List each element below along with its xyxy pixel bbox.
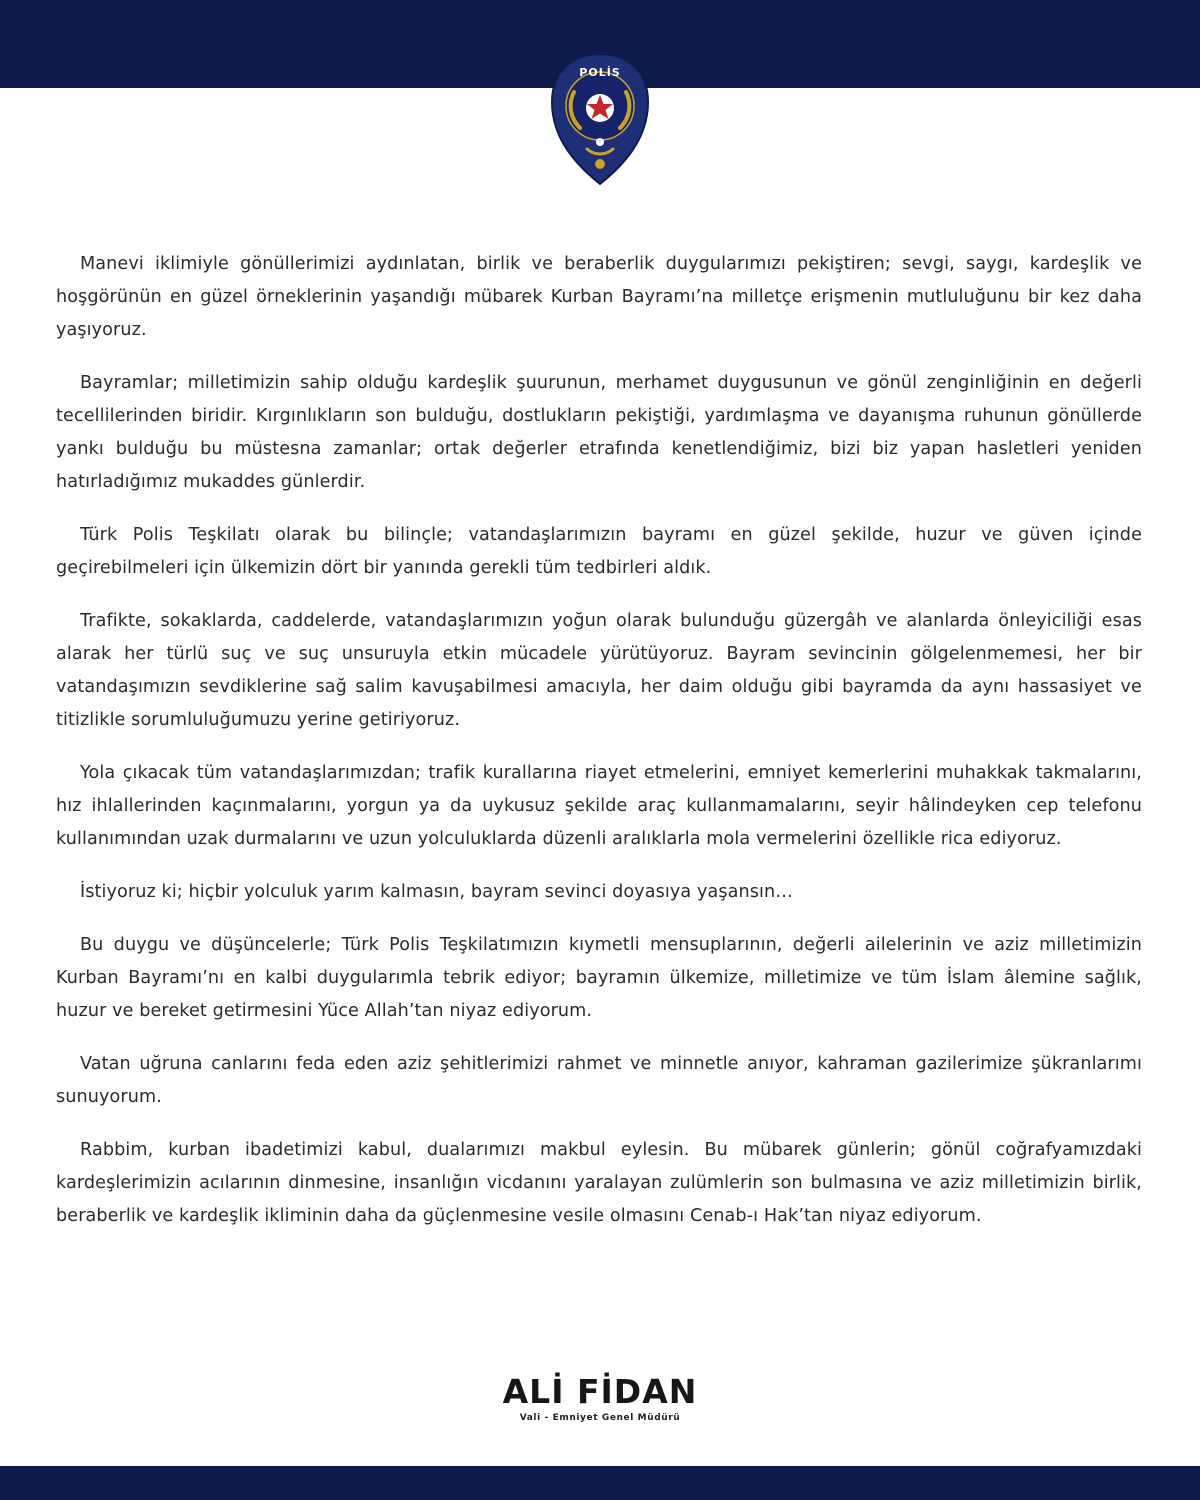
message-paragraph: Bu duygu ve düşüncelerle; Türk Polis Teşkilatımızın kıymetli mensuplarının, değerli ailelerinin ve aziz milletimizin Kurban Bayramı’nı en kalbi duygularımla tebrik ediyor; bayramın ülkemize, milletimize ve tüm İslam âlemine sağlık, huzur ve bereket getirmesini Yüce Allah’tan niyaz ediyorum. bbox=[56, 935, 1142, 1021]
message-body bbox=[56, 248, 1142, 1253]
police-badge-icon bbox=[548, 52, 652, 186]
signature-block bbox=[380, 1372, 820, 1424]
message-paragraph: Rabbim, kurban ibadetimizi kabul, dualarımızı makbul eylesin. Bu mübarek günlerin; gönül coğrafyamızdaki kardeşlerimizin acılarının dinmesine, insanlığın vicdanını yaralayan zulümlerin son bulmasına ve aziz milletimizin birlik, beraberlik ve kardeşlik ikliminin daha da güçlenmesine vesile olmasını Cenab-ı Hak’tan niyaz ediyorum. bbox=[56, 1140, 1142, 1226]
emblem-label: POLİS bbox=[579, 66, 621, 79]
message-paragraph: Manevi iklimiyle gönüllerimizi aydınlatan, birlik ve beraberlik duygularımızı pekiştiren; sevgi, saygı, kardeşlik ve hoşgörünün en güzel örneklerinin yaşandığı mübarek Kurban Bayramı’na milletçe erişmenin mutluluğunu bir kez daha yaşıyoruz. bbox=[56, 254, 1142, 340]
message-paragraph: Bayramlar; milletimizin sahip olduğu kardeşlik şuurunun, merhamet duygusunun ve gönül zenginliğinin en değerli tecellilerinden biridir. Kırgınlıkların son bulduğu, dostlukların pekiştiği, yardımlaşma ve dayanışma ruhunun gönüllerde yankı bulduğu bu müstesna zamanlar; ortak değerler etrafında kenetlendiğimiz, bizi biz yapan hasletleri yeniden hatırladığımız mukaddes günlerdir. bbox=[56, 373, 1142, 492]
message-paragraph: Vatan uğruna canlarını feda eden aziz şehitlerimizi rahmet ve minnetle anıyor, kahraman gazilerimize şükranlarımı sunuyorum. bbox=[56, 1054, 1142, 1107]
message-paragraph: Yola çıkacak tüm vatandaşlarımızdan; trafik kurallarına riayet etmelerini, emniyet kemerlerini muhakkak takmalarını, hız ihlallerinden kaçınmalarını, yorgun ya da uykusuz şekilde araç kullanmamalarını, seyir hâlindeyken cep telefonu kullanımından uzak durmalarını ve uzun yolculuklarda düzenli aralıklarla mola vermelerini özellikle rica ediyoruz. bbox=[56, 763, 1142, 849]
message-paragraph: Trafikte, sokaklarda, caddelerde, vatandaşlarımızın yoğun olarak bulunduğu güzergâh ve alanlarda önleyiciliği esas alarak her türlü suç ve suç unsuruyla etkin mücadele yürütüyoruz. Bayram sevincinin gölgelenmemesi, her bir vatandaşımızın sevdiklerine sağ salim kavuşabilmesi amacıyla, her daim olduğu gibi bayramda da aynı hassasiyet ve titizlikle sorumluluğumuzu yerine getiriyoruz. bbox=[56, 611, 1142, 730]
message-paragraph: İstiyoruz ki; hiçbir yolculuk yarım kalmasın, bayram sevinci doyasıya yaşansın… bbox=[80, 882, 793, 902]
message-paragraph: Türk Polis Teşkilatı olarak bu bilinçle; vatandaşlarımızın bayramı en güzel şekilde, huzur ve güven içinde geçirebilmeleri için ülkemizin dört bir yanında gerekli tüm tedbirleri aldık. bbox=[56, 525, 1142, 578]
signature-title: Vali - Emniyet Genel Müdürü bbox=[519, 1413, 681, 1423]
footer-band bbox=[0, 1466, 1200, 1500]
signature-name: ALİ FİDAN bbox=[502, 1372, 698, 1411]
